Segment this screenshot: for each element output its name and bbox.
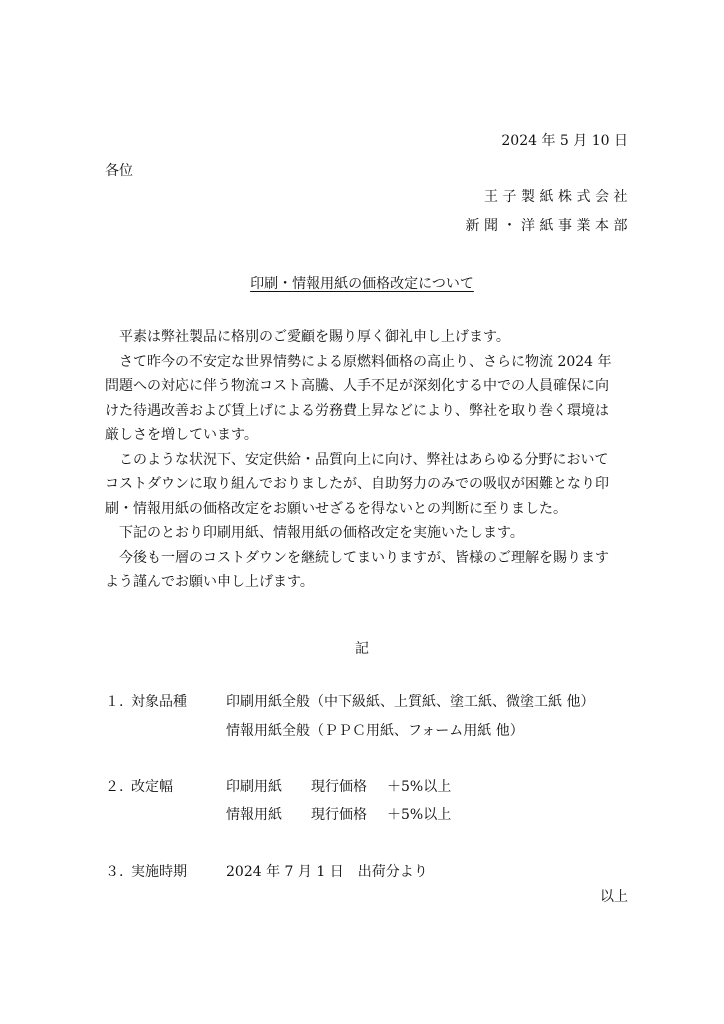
document-title-container bbox=[0, 273, 724, 293]
ki-heading: 記 bbox=[355, 641, 369, 657]
item-2-label: 改定幅 bbox=[131, 779, 173, 795]
company-name: 王子製紙株式会社 bbox=[484, 189, 632, 205]
document-title: 印刷・情報用紙の価格改定について bbox=[250, 276, 474, 292]
item-1-number: １. bbox=[105, 694, 124, 710]
item-1-line-2: 情報用紙全般（ＰＰＣ用紙、フォーム用紙 他） bbox=[226, 723, 524, 739]
item-2-row-1-product: 印刷用紙 bbox=[226, 779, 282, 795]
item-2-row-1-basis: 現行価格 bbox=[311, 779, 367, 795]
item-1-label: 対象品種 bbox=[131, 694, 187, 710]
item-3-value: 2024 年 7 月 1 日 出荷分より bbox=[226, 864, 428, 880]
paragraph-situation: このような状況下、安定供給・品質向上に向け、弊社はあらゆる分野において コストダウンに取り組んでおりましたが、自助努力のみでの吸収が困難となり印 刷・情報用紙の価格改定をお願いせざるを得ないとの判断に至りました。 bbox=[105, 451, 609, 517]
closing-ijou: 以上 bbox=[600, 889, 628, 905]
item-2-number: ２. bbox=[105, 779, 124, 795]
document-body bbox=[105, 325, 630, 595]
item-2-row-2-rate: ＋5%以上 bbox=[387, 807, 452, 823]
addressee: 各位 bbox=[105, 163, 133, 179]
item-3-label: 実施時期 bbox=[131, 864, 187, 880]
item-1-line-1: 印刷用紙全般（中下級紙、上質紙、塗工紙、微塗工紙 他） bbox=[226, 694, 595, 710]
paragraph-closing-request: 今後も一層のコストダウンを継続してまいりますが、皆様のご理解を賜ります よう謹んでお願い申し上げます。 bbox=[105, 549, 609, 590]
item-3-number: ３. bbox=[105, 864, 124, 880]
division-name: 新聞・洋紙事業本部 bbox=[465, 218, 632, 234]
paragraph-greeting: 平素は弊社製品に格別のご愛顧を賜り厚く御礼申し上げます。 bbox=[119, 329, 510, 345]
document-date: 2024 年 5 月 10 日 bbox=[501, 133, 628, 149]
item-2-row-1-rate: ＋5%以上 bbox=[387, 779, 452, 795]
paragraph-background: さて昨今の不安定な世界情勢による原燃料価格の高止り、さらに物流 2024 年 問題への対応に伴う物流コスト高騰、人手不足が深刻化する中での人員確保に向 けた待遇改善および賃上げによる労務費上昇などにより、弊社を取り巻く環境は 厳しさを増しています。 bbox=[105, 353, 612, 443]
item-2-row-2-basis: 現行価格 bbox=[311, 807, 367, 823]
item-2-row-2-product: 情報用紙 bbox=[226, 807, 282, 823]
paragraph-announcement: 下記のとおり印刷用紙、情報用紙の価格改定を実施いたします。 bbox=[119, 525, 524, 541]
